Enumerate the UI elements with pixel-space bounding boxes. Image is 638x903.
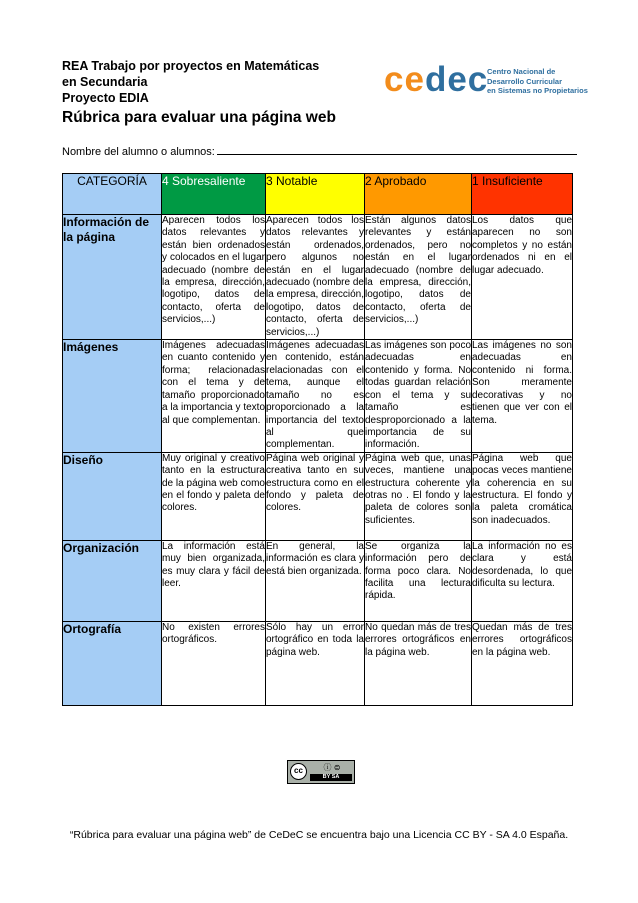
header-level-2: 2 Aprobado bbox=[365, 174, 472, 215]
level-1-cell: Quedan más de tres errores ortográficos en la página web. bbox=[472, 621, 573, 705]
header-line-3: Proyecto EDIA bbox=[62, 91, 149, 105]
level-2-cell: Las imágenes son poco adecuadas en contenido y forma. No todas guardan relación con el tema y su tamaño es desproporcionado a la importancia de su información. bbox=[365, 340, 471, 451]
header-line-1: REA Trabajo por proyectos en Matemáticas bbox=[62, 59, 320, 73]
rubric-table bbox=[62, 173, 573, 706]
logo-letter-c1: c bbox=[384, 60, 405, 99]
table-row bbox=[63, 540, 573, 621]
level-2-cell: Se organiza la información pero de forma poco clara. No facilita una lectura rápida. bbox=[365, 540, 472, 621]
level-3-cell: Imágenes adecuadas en contenido, están relacionadas con el tema, aunque el tamaño no es proporcionado a la importancia del texto al que complementan. bbox=[266, 340, 364, 451]
level-4-cell: No existen errores ortográficos. bbox=[162, 621, 266, 705]
logo-letter-c2: c bbox=[467, 60, 489, 99]
level-4-cell: Muy original y creativo tanto en la estructura de la página web como en el fondo y paleta de colores. bbox=[162, 452, 266, 540]
level-2-cell: Están algunos datos relevantes y están ordenados, pero no están en el lugar adecuado (nombre de la empresa, dirección, logotipo, datos de contacto, oferta de servicios,...) bbox=[365, 215, 472, 340]
level-3-cell: En general, la información es clara y está bien organizada. bbox=[266, 540, 365, 621]
by-sa-icons: ⓘ ⊜ bbox=[323, 763, 341, 772]
license-footer: “Rúbrica para evaluar una página web” de CeDeC se encuentra bajo una Licencia CC BY - SA 4.0 España. bbox=[69, 829, 569, 841]
category-cell: Diseño bbox=[63, 452, 162, 540]
level-3-cell: Aparecen todos los datos relevantes y están ordenados, pero algunos no están en el lugar adecuado (nombre de la empresa, dirección, logotipo, datos de contacto, oferta de servicios,...) bbox=[266, 215, 364, 338]
cc-icon: cc bbox=[290, 763, 307, 780]
student-name-blank[interactable] bbox=[217, 144, 577, 155]
cc-license-badge[interactable] bbox=[287, 760, 355, 784]
rubric-header-row bbox=[63, 174, 573, 215]
header-level-3: 3 Notable bbox=[266, 174, 365, 215]
category-cell: Información de la página bbox=[63, 215, 162, 340]
cedec-logo-word bbox=[384, 60, 488, 100]
category-cell: Imágenes bbox=[63, 340, 162, 453]
document-header bbox=[62, 58, 362, 106]
level-2-cell: Página web que, unas veces, mantiene una estructura coherente y otras no . El fondo y la paleta de colores son suficientes. bbox=[365, 452, 472, 540]
student-name-line bbox=[62, 144, 577, 158]
logo-subtitle-line-3: en Sistemas no Propietarios bbox=[487, 86, 588, 96]
level-4-cell: Imágenes adecuadas en cuanto contenido y forma; relacionadas con el tema y de tamaño proporcionado a la importancia y texto al que complementan. bbox=[162, 340, 266, 453]
header-line-2: en Secundaria bbox=[62, 75, 148, 89]
student-name-label: Nombre del alumno o alumnos: bbox=[62, 146, 215, 158]
level-2-cell: No quedan más de tres errores ortográficos en la página web. bbox=[365, 621, 472, 705]
table-row bbox=[63, 621, 573, 705]
header-category: CATEGORÍA bbox=[63, 174, 162, 215]
cedec-logo-subtitle bbox=[487, 67, 588, 96]
table-row bbox=[63, 340, 573, 453]
level-1-cell: Los datos que aparecen no son completos y no están ordenados ni en el lugar adecuado. bbox=[472, 215, 573, 340]
logo-letter-e1: e bbox=[404, 60, 425, 99]
header-level-1: 1 Insuficiente bbox=[472, 174, 573, 215]
page-title: Rúbrica para evaluar una página web bbox=[62, 109, 336, 126]
table-row bbox=[63, 215, 573, 340]
level-1-cell: La información no es clara y está desordenada, lo que dificulta su lectura. bbox=[472, 540, 573, 621]
level-4-cell: Aparecen todos los datos relevantes y están bien ordenados y colocados en el lugar adecuado (nombre de la empresa, dirección, logotipo, datos de contacto, oferta de servicios,...) bbox=[162, 215, 266, 340]
logo-letter-d: d bbox=[424, 60, 448, 99]
level-1-cell: Las imágenes no son adecuadas en contenido ni forma. Son meramente decorativas y no tienen que ver con el tema. bbox=[472, 340, 573, 453]
level-4-cell: La información está muy bien organizada, es muy clara y fácil de leer. bbox=[162, 540, 266, 621]
by-sa-strip: BY SA bbox=[310, 774, 352, 781]
level-1-cell: Página web que pocas veces mantiene la coherencia en su estructura. El fondo y la paleta cromática son inadecuados. bbox=[472, 452, 573, 540]
logo-subtitle-line-1: Centro Nacional de bbox=[487, 67, 556, 76]
logo-letter-e2: e bbox=[447, 60, 468, 99]
table-row bbox=[63, 452, 573, 540]
header-level-4: 4 Sobresaliente bbox=[162, 174, 266, 215]
category-cell: Organización bbox=[63, 540, 162, 621]
level-3-cell: Página web original y creativa tanto en su estructura como en el fondo y paleta de colores. bbox=[266, 452, 365, 540]
category-cell: Ortografía bbox=[63, 621, 162, 705]
logo-subtitle-line-2: Desarrollo Curricular bbox=[487, 76, 563, 86]
level-3-cell: Sólo hay un error ortográfico en toda la página web. bbox=[266, 621, 365, 705]
